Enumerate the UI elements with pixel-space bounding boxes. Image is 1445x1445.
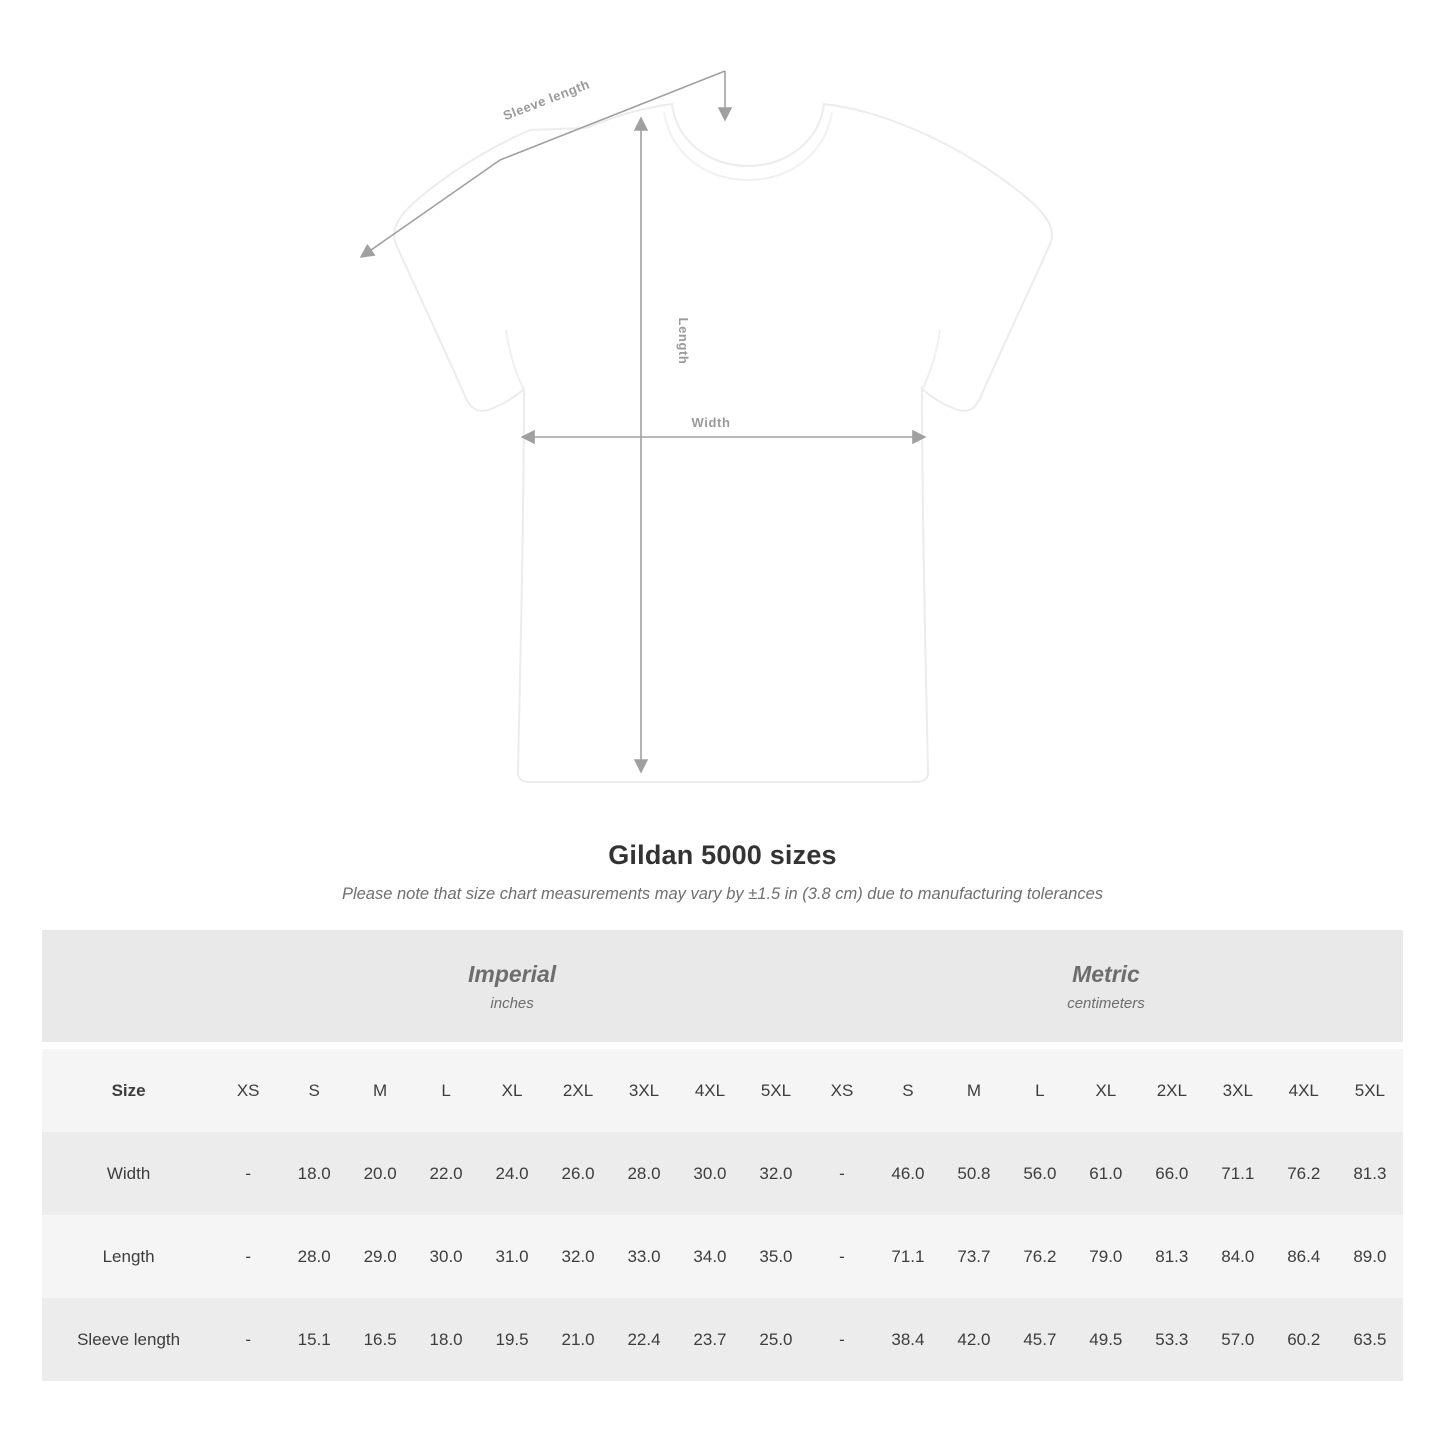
unit-sub-metric: centimeters <box>1067 995 1145 1013</box>
width-met-xs: - <box>809 1132 875 1215</box>
width-imp-l: 22.0 <box>413 1132 479 1215</box>
length-imp-xl: 31.0 <box>479 1215 545 1298</box>
width-met-3xl: 71.1 <box>1205 1132 1271 1215</box>
length-met-m: 73.7 <box>941 1215 1007 1298</box>
width-met-xl: 61.0 <box>1073 1132 1139 1215</box>
sleeve-length-label: Sleeve length <box>500 76 592 124</box>
page-title: Gildan 5000 sizes <box>608 840 837 870</box>
sleeve-imp-xs: - <box>215 1298 281 1381</box>
length-met-l: 76.2 <box>1007 1215 1073 1298</box>
width-imp-xs: - <box>215 1132 281 1215</box>
row-label-width: Width <box>42 1132 215 1215</box>
length-met-4xl: 86.4 <box>1271 1215 1337 1298</box>
length-met-xs: - <box>809 1215 875 1298</box>
size-met-5xl: 5XL <box>1337 1049 1403 1132</box>
spacer-row <box>42 1042 1403 1049</box>
sleeve-imp-m: 16.5 <box>347 1298 413 1381</box>
length-imp-2xl: 32.0 <box>545 1215 611 1298</box>
width-imp-4xl: 30.0 <box>677 1132 743 1215</box>
sleeve-imp-2xl: 21.0 <box>545 1298 611 1381</box>
unit-name-metric: Metric <box>1072 960 1140 987</box>
sleeve-met-l: 45.7 <box>1007 1298 1073 1381</box>
size-met-2xl: 2XL <box>1139 1049 1205 1132</box>
length-imp-m: 29.0 <box>347 1215 413 1298</box>
unit-header-metric <box>809 930 1403 1042</box>
sleeve-imp-5xl: 25.0 <box>743 1298 809 1381</box>
sleeve-met-xs: - <box>809 1298 875 1381</box>
size-met-3xl: 3XL <box>1205 1049 1271 1132</box>
width-imp-xl: 24.0 <box>479 1132 545 1215</box>
width-met-s: 46.0 <box>875 1132 941 1215</box>
width-imp-2xl: 26.0 <box>545 1132 611 1215</box>
size-met-m: M <box>941 1049 1007 1132</box>
size-imp-l: L <box>413 1049 479 1132</box>
length-met-s: 71.1 <box>875 1215 941 1298</box>
sleeve-met-3xl: 57.0 <box>1205 1298 1271 1381</box>
unit-sub-imperial: inches <box>490 995 534 1013</box>
width-imp-3xl: 28.0 <box>611 1132 677 1215</box>
width-label: Width <box>691 415 731 430</box>
size-table-wrap <box>42 930 1403 1381</box>
length-met-5xl: 89.0 <box>1337 1215 1403 1298</box>
unit-header-spacer <box>42 930 215 1042</box>
length-label: Length <box>676 317 691 365</box>
length-met-xl: 79.0 <box>1073 1215 1139 1298</box>
table-row-length <box>42 1215 1403 1298</box>
size-row-label: Size <box>42 1049 215 1132</box>
row-label-length: Length <box>42 1215 215 1298</box>
sleeve-imp-l: 18.0 <box>413 1298 479 1381</box>
sleeve-met-2xl: 53.3 <box>1139 1298 1205 1381</box>
width-met-l: 56.0 <box>1007 1132 1073 1215</box>
unit-name-imperial: Imperial <box>467 960 557 987</box>
size-met-xl: XL <box>1073 1049 1139 1132</box>
row-label-sleeve-length: Sleeve length <box>42 1298 215 1381</box>
length-imp-s: 28.0 <box>281 1215 347 1298</box>
width-met-m: 50.8 <box>941 1132 1007 1215</box>
table-row-sleeve-length <box>42 1298 1403 1381</box>
size-table <box>42 930 1403 1381</box>
sleeve-imp-xl: 19.5 <box>479 1298 545 1381</box>
size-imp-4xl: 4XL <box>677 1049 743 1132</box>
title-block <box>0 840 1445 904</box>
size-imp-2xl: 2XL <box>545 1049 611 1132</box>
width-met-5xl: 81.3 <box>1337 1132 1403 1215</box>
tshirt-shape <box>394 104 1052 782</box>
unit-header-row <box>42 930 1403 1042</box>
width-met-4xl: 76.2 <box>1271 1132 1337 1215</box>
length-imp-5xl: 35.0 <box>743 1215 809 1298</box>
sleeve-met-xl: 49.5 <box>1073 1298 1139 1381</box>
width-imp-m: 20.0 <box>347 1132 413 1215</box>
length-imp-3xl: 33.0 <box>611 1215 677 1298</box>
length-met-2xl: 81.3 <box>1139 1215 1205 1298</box>
size-met-s: S <box>875 1049 941 1132</box>
spacer-cell <box>42 1042 1403 1049</box>
size-met-4xl: 4XL <box>1271 1049 1337 1132</box>
length-met-3xl: 84.0 <box>1205 1215 1271 1298</box>
sleeve-imp-s: 15.1 <box>281 1298 347 1381</box>
width-met-2xl: 66.0 <box>1139 1132 1205 1215</box>
tolerance-note: Please note that size chart measurements may vary by ±1.5 in (3.8 cm) due to manufacturing tolerances <box>341 885 1104 903</box>
size-imp-3xl: 3XL <box>611 1049 677 1132</box>
size-met-xs: XS <box>809 1049 875 1132</box>
sleeve-met-m: 42.0 <box>941 1298 1007 1381</box>
width-imp-s: 18.0 <box>281 1132 347 1215</box>
size-imp-5xl: 5XL <box>743 1049 809 1132</box>
sleeve-met-4xl: 60.2 <box>1271 1298 1337 1381</box>
unit-header-imperial <box>215 930 809 1042</box>
width-imp-5xl: 32.0 <box>743 1132 809 1215</box>
length-imp-xs: - <box>215 1215 281 1298</box>
size-imp-xl: XL <box>479 1049 545 1132</box>
sleeve-met-5xl: 63.5 <box>1337 1298 1403 1381</box>
table-row-width <box>42 1132 1403 1215</box>
length-imp-l: 30.0 <box>413 1215 479 1298</box>
sleeve-met-s: 38.4 <box>875 1298 941 1381</box>
sleeve-imp-4xl: 23.7 <box>677 1298 743 1381</box>
sleeve-imp-3xl: 22.4 <box>611 1298 677 1381</box>
length-imp-4xl: 34.0 <box>677 1215 743 1298</box>
size-imp-m: M <box>347 1049 413 1132</box>
size-met-l: L <box>1007 1049 1073 1132</box>
size-imp-s: S <box>281 1049 347 1132</box>
size-imp-xs: XS <box>215 1049 281 1132</box>
size-header-row <box>42 1049 1403 1132</box>
